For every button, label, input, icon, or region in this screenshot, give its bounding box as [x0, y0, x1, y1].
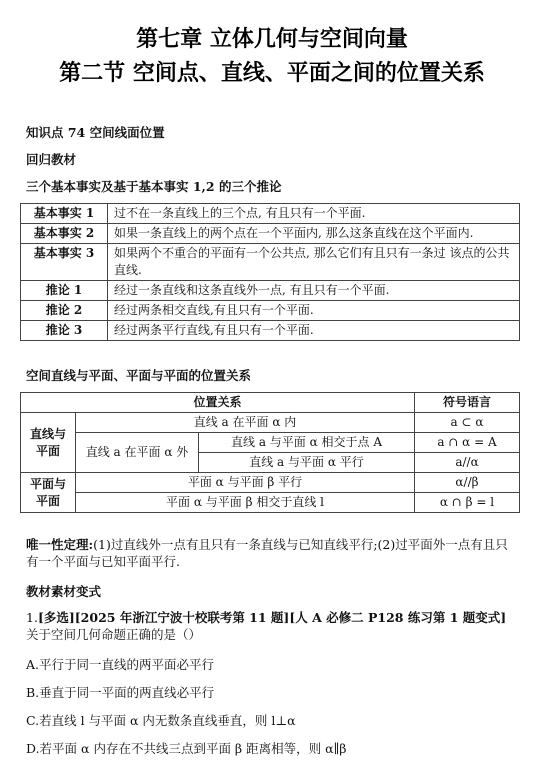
line-in-plane: 直线 a 在平面 α 内: [76, 413, 415, 433]
table-row: [21, 321, 520, 341]
line-in-plane-sym: a ⊂ α: [415, 413, 520, 433]
question-stem: 关于空间几何命题正确的是（）: [26, 627, 202, 642]
facts-heading: 三个基本事实及基于基本事实 1,2 的三个推论: [26, 179, 282, 194]
table-row: [21, 204, 520, 224]
fact-name: 基本事实 2: [21, 224, 108, 244]
line-plane-label: 直线与 平面: [21, 413, 76, 473]
fact-text: 经过一条直线和这条直线外一点, 有且只有一个平面.: [108, 281, 520, 301]
line-intersect-sym: a ∩ α = A: [415, 433, 520, 453]
knowledge-point: 知识点 74 空间线面位置: [26, 125, 165, 140]
header-position: 位置关系: [21, 393, 415, 413]
option-b: B.垂直于同一平面的两直线必平行: [26, 685, 215, 700]
line-intersect: 直线 a 与平面 α 相交于点 A: [199, 433, 415, 453]
fact-text: 如果一条直线上的两个点在一个平面内, 那么这条直线在这个平面内.: [108, 224, 520, 244]
question-number: 1.: [26, 610, 38, 625]
option-c: C.若直线 l 与平面 α 内无数条直线垂直，则 l⊥α: [26, 713, 296, 728]
fact-text: 如果两个不重合的平面有一个公共点, 那么它们有且只有一条过 该点的公共直线.: [108, 244, 520, 281]
table-row: [21, 224, 520, 244]
relations-table: [20, 392, 520, 513]
header-symbol: 符号语言: [415, 393, 520, 413]
fact-name: 推论 3: [21, 321, 108, 341]
table-row: [21, 244, 520, 281]
line-outside: 直线 a 在平面 α 外: [76, 433, 199, 473]
facts-table: [20, 203, 520, 341]
table-row: [21, 433, 520, 453]
line-parallel: 直线 a 与平面 α 平行: [199, 453, 415, 473]
table-row: [21, 393, 520, 413]
chapter-title: 第七章 立体几何与空间向量: [136, 26, 408, 52]
plane-intersect-sym: α ∩ β = l: [415, 493, 520, 513]
fact-name: 基本事实 3: [21, 244, 108, 281]
table-row: [21, 473, 520, 493]
question: [26, 609, 520, 643]
fact-name: 基本事实 1: [21, 204, 108, 224]
fact-name: 推论 2: [21, 301, 108, 321]
review-heading: 回归教材: [26, 152, 77, 167]
fact-text: 经过两条相交直线,有且只有一个平面.: [108, 301, 520, 321]
table-row: [21, 413, 520, 433]
table-row: [21, 301, 520, 321]
plane-intersect: 平面 α 与平面 β 相交于直线 l: [76, 493, 415, 513]
line-parallel-sym: a//α: [415, 453, 520, 473]
section-title: 第二节 空间点、直线、平面之间的位置关系: [59, 60, 485, 86]
plane-plane-label: 平面与 平面: [21, 473, 76, 513]
table-row: [21, 493, 520, 513]
uniqueness-label: 唯一性定理:: [26, 537, 94, 552]
fact-text: 经过两条平行直线,有且只有一个平面.: [108, 321, 520, 341]
variation-heading: 教材素材变式: [26, 584, 102, 599]
uniqueness-theorem: [26, 536, 520, 570]
fact-name: 推论 1: [21, 281, 108, 301]
option-d: D.若平面 α 内存在不共线三点到平面 β 距离相等，则 α∥β: [26, 741, 347, 756]
option-a: A.平行于同一直线的两平面必平行: [26, 657, 215, 672]
relations-heading: 空间直线与平面、平面与平面的位置关系: [26, 368, 252, 383]
question-tag: [多选][2025 年浙江宁波十校联考第 11 题][人 A 必修二 P128 练习第 1 题变式]: [37, 610, 507, 625]
uniqueness-text: (1)过直线外一点有且只有一条直线与已知直线平行;(2)过平面外一点有且只有一个平面与已知平面平行.: [26, 537, 508, 569]
plane-parallel-sym: α//β: [415, 473, 520, 493]
plane-parallel: 平面 α 与平面 β 平行: [76, 473, 415, 493]
table-row: [21, 281, 520, 301]
fact-text: 过不在一条直线上的三个点, 有且只有一个平面.: [108, 204, 520, 224]
